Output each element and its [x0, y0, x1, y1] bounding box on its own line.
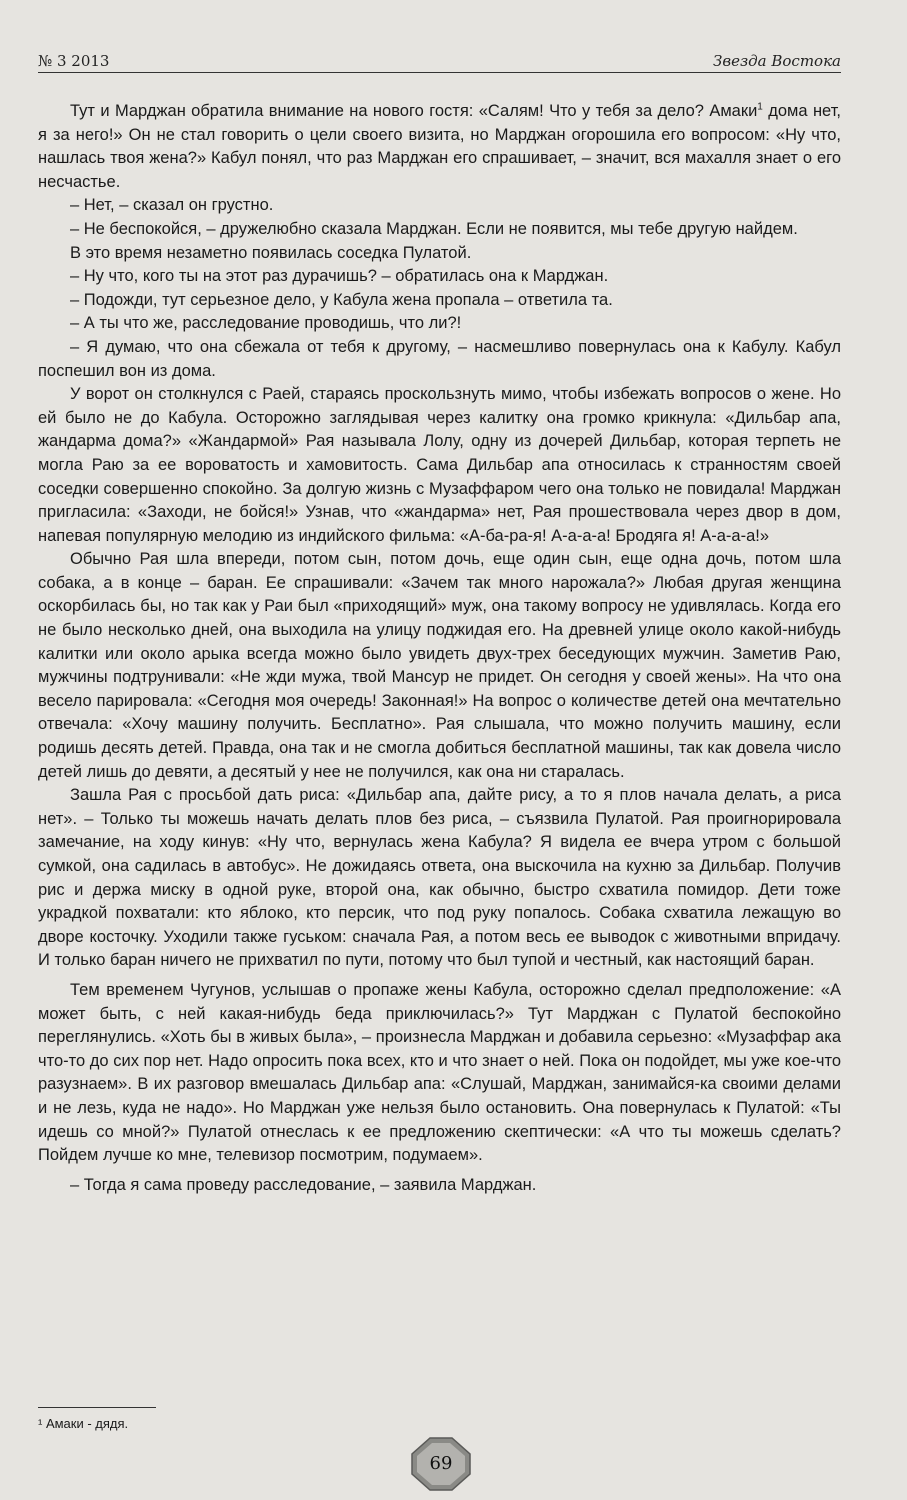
paragraph: – Нет, – сказал он грустно. — [70, 196, 274, 215]
journal-title: Звезда Востока — [713, 52, 841, 70]
paragraph: – А ты что же, расследование проводишь, что ли?! — [70, 314, 462, 333]
paragraph: Обычно Рая шла впереди, потом сын, потом дочь, еще один сын, еще одна дочь, потом шла собака, а в конце – баран. Ее спрашивали: «Зачем так много нарожала?» Любая другая женщина оскорбилась бы, но так как у Раи был «приходящий» муж, она такому вопросу не удивлялась. Когда его не было несколько дней, она выходила на улицу поджидая его. На древней улице около какой-нибудь калитки или около арыка всегда можно было увидеть двух-трех беседующих мужчин. Заметив Раю, мужчины подтрунивали: «Не жди мужа, твой Мансур не придет. Он сегодня у своей жены». На что она весело парировала: «Сегодня моя очередь! Законная!» На вопрос о количестве детей она мечтательно отвечала: «Хочу машину получить. Бесплатно». Рая слышала, что можно получить машину, если родишь десять детей. Правда, она так и не смогла добиться бесплатной машины, так как довела число детей лишь до девяти, а десятый у нее не получился, как она ни старалась. — [38, 550, 841, 781]
footnote: ¹ Амаки - дядя. — [38, 1416, 129, 1431]
paragraph: У ворот он столкнулся с Раей, стараясь проскользнуть мимо, чтобы избежать вопросов о жене. Но ей было не до Кабула. Осторожно заглядывая через калитку она громко крикнула: «Дильбар апа, жандарма дома?» «Жандармой» Рая называла Лолу, одну из дочерей Дильбар, которая терпеть не могла Раю за ее вороватость и хамовитость. Сама Дильбар апа относилась к странностям своей соседки совершенно спокойно. За долгую жизнь с Музаффаром чего она только не повидала! Марджан пригласила: «Заходи, не бойся!» Узнав, что «жандарма» нет, Рая прошествовала через двор в дом, напевая популярную мелодию из индийского фильма: «А-ба-ра-я! А-а-а-а! Бродяга я! А-а-а-а!» — [38, 385, 841, 545]
paragraph: – Не беспокойся, – дружелюбно сказала Марджан. Если не появится, мы тебе другую найдем. — [70, 219, 798, 238]
footnote-marker: 1 — [757, 101, 763, 113]
paragraph: – Я думаю, что она сбежала от тебя к другому, – насмешливо повернулась она к Кабулу. Кабул поспешил вон из дома. — [38, 337, 841, 380]
paragraph: – Тогда я сама проведу расследование, – заявила Марджан. — [70, 1175, 537, 1194]
running-header — [38, 50, 841, 73]
article-body — [38, 100, 841, 1197]
paragraph: Тут и Марджан обратила внимание на нового гостя: «Салям! Что у тебя за дело? Амаки$^1$ дома нет, я за него!» Он не стал говорить о цели своего визита, но Марджан огорошила его вопросом: «Ну что, нашлась твоя жена?» Кабул понял, что раз Марджан его спрашивает, – значит, вся махалля знает о его несчастье. — [38, 101, 842, 191]
paragraph: Тем временем Чугунов, услышав о пропаже жены Кабула, осторожно сделал предположение: «А может быть, с ней какая-нибудь беда приключилась?» Тут Марджан с Пулатой беспокойно переглянулись. «Хоть бы в живых была», – произнесла Марджан и добавила серьезно: «Музаффар ака что-то до сих пор нет. Надо опросить пока всех, кто и что знает о ней. Пока он подойдет, мы уже кое-что разузнаем». В их разговор вмешалась Дильбар апа: «Слушай, Марджан, занимайся-ка своими делами и не лезь, куда не надо». Но Марджан уже нельзя было остановить. Она повернулась к Пулатой: «Ты идешь со мной?» Пулатой отнеслась к ее предложению скептически: «А что ты можешь сделать? Пойдем лучше ко мне, телевизор посмотрим, подумаем». — [38, 980, 841, 1165]
footnote-divider — [38, 1407, 156, 1408]
paragraph: В это время незаметно появилась соседка Пулатой. — [70, 243, 472, 262]
issue-label: № 3 2013 — [38, 52, 110, 70]
page-number-badge — [410, 1436, 472, 1492]
page-number: 69 — [429, 1453, 453, 1474]
paragraph: – Подожди, тут серьезное дело, у Кабула жена пропала – ответила та. — [70, 290, 613, 309]
paragraph: Зашла Рая с просьбой дать риса: «Дильбар апа, дайте рису, а то я плов начала делать, а риса нет». – Только ты можешь начать делать плов без риса, – съязвила Пулатой. Рая проигнорировала замечание, на ходу кинув: «Ну что, вернулась жена Кабула? Я видела ее вчера утром с большой сумкой, она садилась в автобус». Не дожидаясь ответа, она выскочила на кухню за Дильбар. Получив рис и держа миску в одной руке, второй она, как обычно, быстро схватила помидор. Дети тоже украдкой похватали: кто яблоко, кто персик, что под руку попалось. Собака схватила лежащую во дворе косточку. Уходили также гуськом: сначала Рая, а потом весь ее выводок с животными впридачу. И только баран ничего не прихватил по пути, потому что был тупой и честный, как настоящий баран. — [38, 786, 841, 970]
paragraph: – Ну что, кого ты на этот раз дурачишь? – обратилась она к Марджан. — [70, 267, 609, 286]
